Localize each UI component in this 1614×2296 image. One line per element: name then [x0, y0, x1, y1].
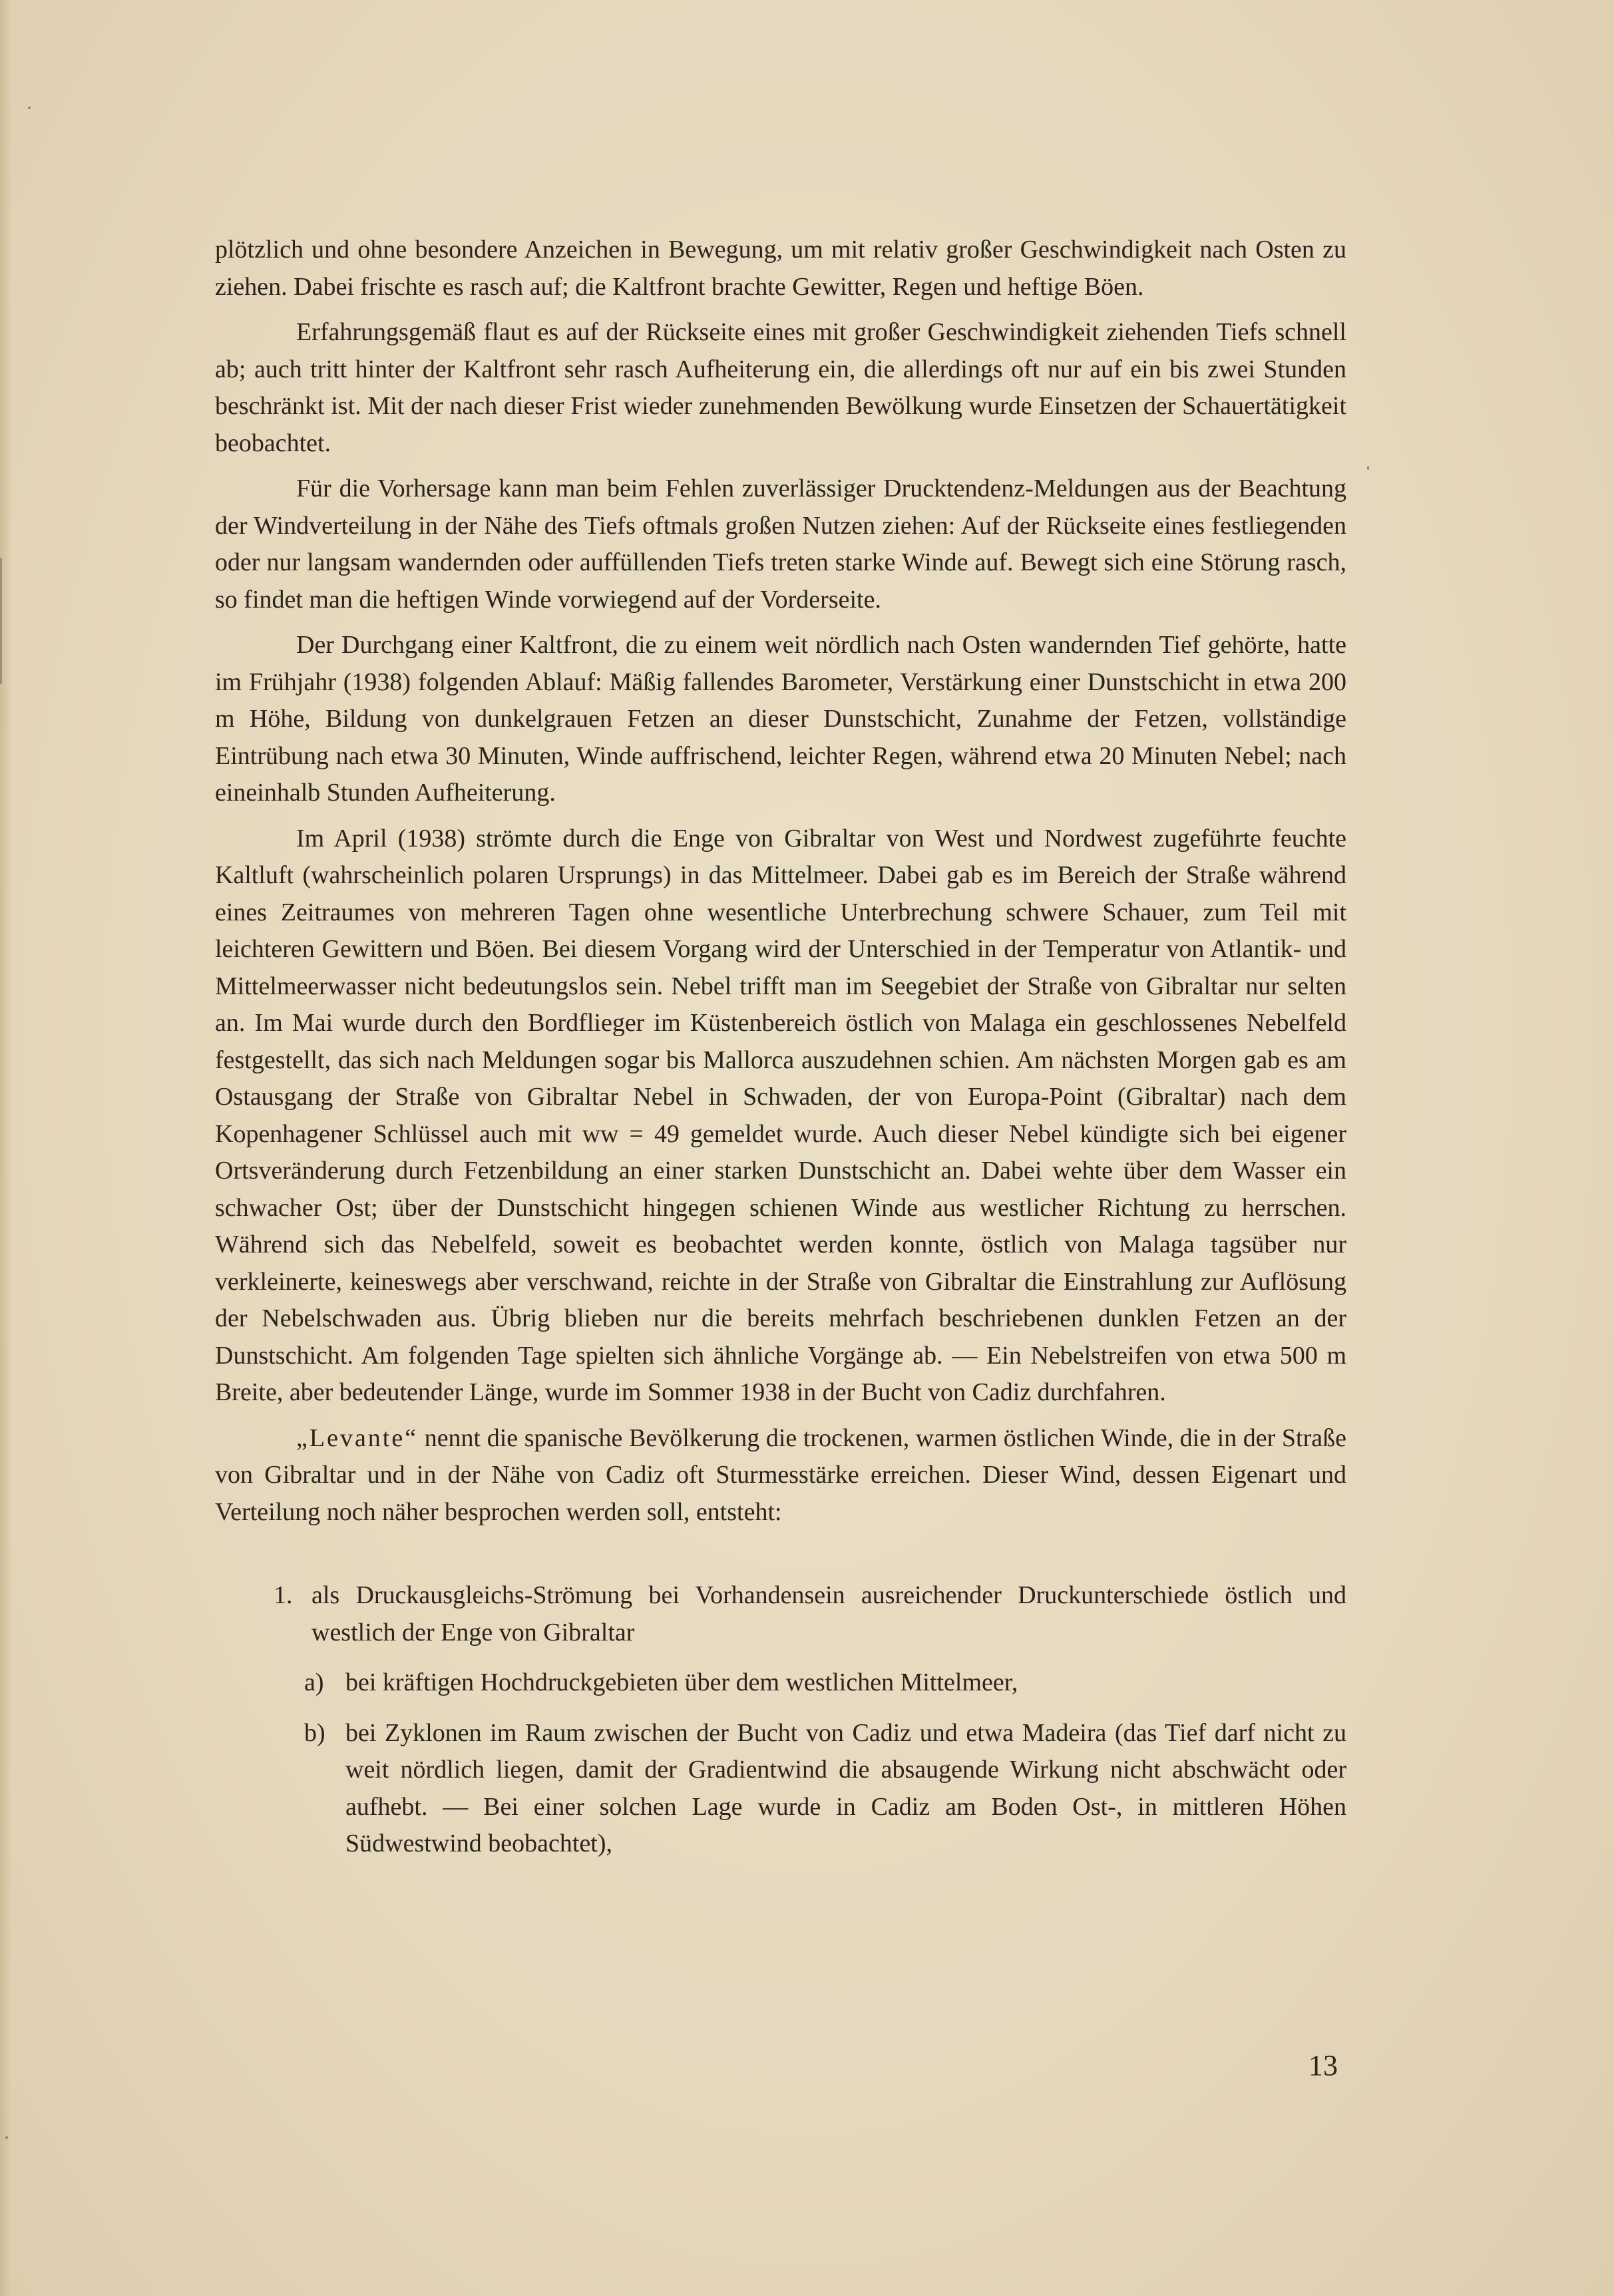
list-marker: b)	[304, 1718, 325, 1747]
paper-speck	[5, 2136, 8, 2139]
levante-text: nennt die spanische Bevölkerung die trockenen, warmen östlichen Winde, die in der Straße von Gibraltar und in der Nähe von Cadiz oft Sturmesstärke erreichen. Dieser Wind, dessen Eigenart und Verteilung noch näher besprochen werden soll, entsteht:	[215, 1424, 1346, 1526]
body-text	[215, 232, 1346, 1876]
list-marker: a)	[304, 1668, 324, 1696]
paragraph: Erfahrungsgemäß flaut es auf der Rückseite eines mit großer Geschwindigkeit ziehenden Tiefs schnell ab; auch tritt hinter der Kaltfront sehr rasch Aufheiterung ein, die allerdings oft nur auf ein bis zwei Stunden beschränkt ist. Mit der nach dieser Frist wieder zunehmenden Bewölkung wurde Einsetzen der Schauertätigkeit beobachtet.	[215, 318, 1346, 457]
paper-speck	[28, 106, 31, 109]
paper-speck	[1367, 466, 1369, 470]
paragraph-levante	[215, 1420, 1346, 1531]
list-item-text: als Druckausgleichs-Strömung bei Vorhandensein ausreichender Druckunterschiede östlich und westlich der Enge von Gibraltar	[311, 1581, 1346, 1646]
paragraph: Im April (1938) strömte durch die Enge von Gibraltar von West und Nordwest zugeführte feuchte Kaltluft (wahrscheinlich polaren Ursprungs) in das Mittelmeer. Dabei gab es im Bereich der Straße während eines Zeitraumes von mehreren Tagen ohne wesentliche Unterbrechung schwere Schauer, zum Teil mit leichteren Gewittern und Böen. Bei diesem Vorgang wird der Unterschied in der Temperatur von Atlantik- und Mittelmeerwasser nicht bedeutungslos sein. Nebel trifft man im Seegebiet der Straße von Gibraltar nur selten an. Im Mai wurde durch den Bordflieger im Küstenbereich östlich von Malaga ein geschlossenes Nebelfeld festgestellt, das sich nach Meldungen sogar bis Mallorca auszudehnen schien. Am nächsten Morgen gab es am Ostausgang der Straße von Gibraltar Nebel in Schwaden, der von Europa-Point (Gibraltar) nach dem Kopenhagener Schlüssel auch mit ww = 49 gemeldet wurde. Auch dieser Nebel kündigte sich bei eigener Ortsveränderung durch Fetzenbildung an einer starken Dunstschicht an. Dabei wehte über dem Wasser ein schwacher Ost; über der Dunstschicht hingegen schienen Winde aus westlicher Richtung zu herrschen. Während sich das Nebelfeld, soweit es beobachtet werden konnte, östlich von Malaga tagsüber nur verkleinerte, keineswegs aber verschwand, reichte in der Straße von Gibraltar die Einstrahlung zur Auflösung der Nebelschwaden aus. Übrig blieben nur die bereits mehrfach beschriebenen dunklen Fetzen an der Dunstschicht. Am folgenden Tage spielten sich ähnliche Vorgänge ab. — Ein Nebelstreifen von etwa 500 m Breite, aber bedeutender Länge, wurde im Sommer 1938 in der Bucht von Cadiz durchfahren.	[215, 824, 1346, 1406]
list-item-text: bei Zyklonen im Raum zwischen der Bucht von Cadiz und etwa Madeira (das Tief darf nicht zu weit nördlich liegen, damit der Gradientwind die absaugende Wirkung nicht abschwächt oder aufhebt. — Bei einer solchen Lage wurde in Cadiz am Boden Ost-, in mittleren Höhen Südwestwind beobachtet),	[345, 1718, 1346, 1857]
page-edge-shadow	[0, 0, 12, 2296]
cause-list	[215, 1577, 1346, 1863]
list-marker: 1.	[274, 1581, 293, 1609]
list-item	[215, 1715, 1346, 1863]
paragraph: Für die Vorhersage kann man beim Fehlen zuverlässiger Drucktendenz-Meldungen aus der Beachtung der Windverteilung in der Nähe des Tiefs oftmals großen Nutzen ziehen: Auf der Rückseite eines festliegenden oder nur langsam wandernden oder auffüllenden Tiefs treten starke Winde auf. Bewegt sich eine Störung rasch, so findet man die heftigen Winde vorwiegend auf der Vorderseite.	[215, 475, 1346, 614]
list-item-text: bei kräftigen Hochdruckgebieten über dem westlichen Mittelmeer,	[345, 1668, 1018, 1696]
margin-mark	[0, 558, 2, 684]
paragraph: Der Durchgang einer Kaltfront, die zu einem weit nördlich nach Osten wandernden Tief gehörte, hatte im Frühjahr (1938) folgenden Ablauf: Mäßig fallendes Barometer, Verstärkung einer Dunstschicht in etwa 200 m Höhe, Bildung von dunkelgrauen Fetzen an dieser Dunstschicht, Zunahme der Fetzen, vollständige Eintrübung nach etwa 30 Minuten, Winde auffrischend, leichter Regen, während etwa 20 Minuten Nebel; nach eineinhalb Stunden Aufheiterung.	[215, 631, 1346, 807]
levante-term: „Levante“	[296, 1424, 419, 1452]
page-number: 13	[1309, 2049, 1338, 2082]
list-item	[215, 1664, 1346, 1702]
list-item	[215, 1577, 1346, 1651]
paragraph: plötzlich und ohne besondere Anzeichen in Bewegung, um mit relativ großer Geschwindigkeit nach Osten zu ziehen. Dabei frischte es rasch auf; die Kaltfront brachte Gewitter, Regen und heftige Böen.	[215, 236, 1346, 301]
